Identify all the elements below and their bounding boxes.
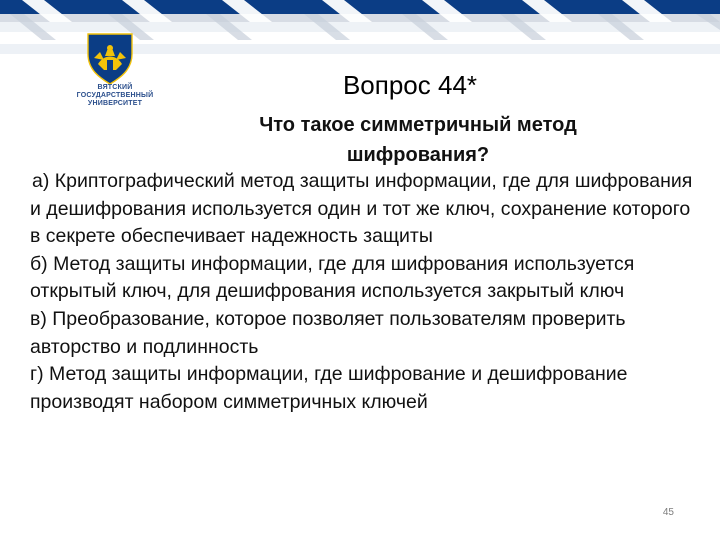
answer-option-d: г) Метод защиты информации, где шифрование и дешифрование производят набором симметричных ключей	[30, 363, 628, 413]
logo-line-1: ВЯТСКИЙ	[97, 84, 133, 91]
question-text: Что такое симметричный метод шифрования?	[259, 114, 577, 166]
slide-title: Вопрос 44*	[342, 70, 478, 100]
logo-line-3: УНИВЕРСИТЕТ	[87, 100, 143, 107]
page-number: 45	[662, 507, 674, 518]
logo-line-2: ГОСУДАРСТВЕННЫЙ	[76, 92, 154, 99]
answer-option-b: б) Метод защиты информации, где для шифрования используется открытый ключ, для дешифрования используется закрытый ключ	[30, 252, 635, 303]
answer-option-c: в) Преобразование, которое позволяет пользователям проверить авторство и подлинность	[30, 307, 626, 358]
answer-options	[30, 168, 700, 416]
answer-option-a: а) Криптографический метод защиты информации, где для шифрования и дешифрования используется один и тот же ключ, сохранение которого в секрете обеспечивает надежность защиты	[30, 170, 693, 248]
